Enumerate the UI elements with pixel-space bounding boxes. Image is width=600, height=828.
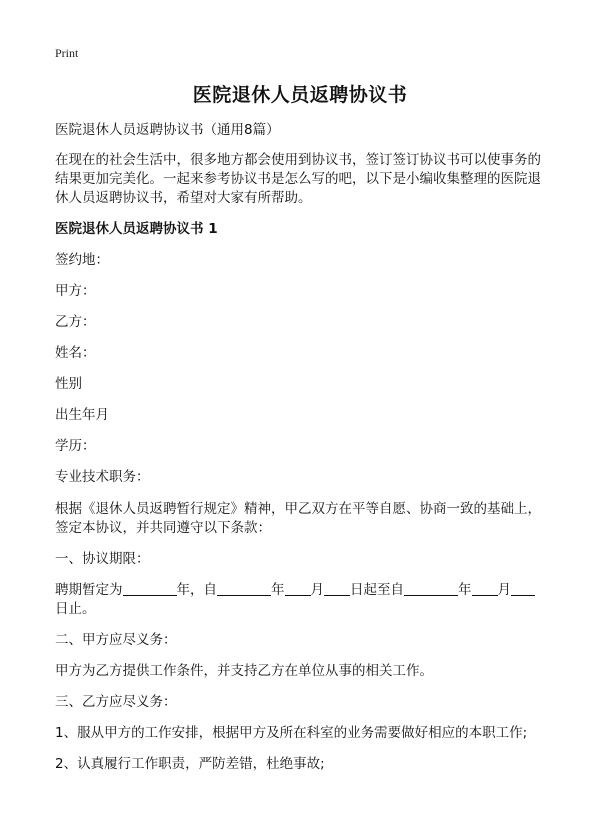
intro-line-2: 结果更加完美化。一起来参考协议书是怎么写的吧，以下是小编收集整理的医院退 xyxy=(55,171,541,187)
term-text-2: 年，自 xyxy=(176,582,217,598)
field-party-a: 甲方： xyxy=(55,283,96,299)
blank-start-year[interactable] xyxy=(217,581,271,596)
term-text-7: 月 xyxy=(497,582,511,598)
field-birth: 出生年月 xyxy=(55,407,109,423)
clause-3-item-2: 2、认真履行工作职责，严防差错，杜绝事故; xyxy=(55,756,325,772)
term-text-3: 年 xyxy=(271,582,285,598)
field-education: 学历： xyxy=(55,438,96,454)
blank-end-month[interactable] xyxy=(472,581,498,596)
clause-2-text: 甲方为乙方提供工作条件，并支持乙方在单位从事的相关工作。 xyxy=(55,663,433,679)
term-text-6: 年 xyxy=(458,582,472,598)
blank-start-month[interactable] xyxy=(285,581,311,596)
term-line xyxy=(55,581,550,600)
term-line-end: 日止。 xyxy=(55,601,96,617)
term-text-5: 日起至自 xyxy=(350,582,404,598)
intro-line-3: 休人员返聘协议书，希望对大家有所帮助。 xyxy=(55,190,312,206)
clause-2-heading: 二、甲方应尽义务： xyxy=(55,632,177,648)
field-professional-title: 专业技术职务： xyxy=(55,469,150,485)
blank-years[interactable] xyxy=(123,581,177,596)
clause-3-item-1: 1、服从甲方的工作安排，根据甲方及所在科室的业务需要做好相应的本职工作; xyxy=(55,725,528,741)
field-name: 姓名： xyxy=(55,345,96,361)
intro-line-1: 在现在的社会生活中，很多地方都会使用到协议书，签订签订协议书可以使事务的 xyxy=(55,152,541,168)
blank-start-day[interactable] xyxy=(324,581,350,596)
term-text-1: 聘期暂定为 xyxy=(55,582,123,598)
blank-end-year[interactable] xyxy=(404,581,458,596)
document-title: 医院退休人员返聘协议书 xyxy=(192,84,408,106)
field-place: 签约地： xyxy=(55,252,109,268)
basis-line-1: 根据《退休人员返聘暂行规定》精神，甲乙双方在平等自愿、协商一致的基础上， xyxy=(55,501,541,517)
print-link[interactable]: Print xyxy=(55,46,79,60)
field-gender: 性别 xyxy=(55,376,82,392)
term-text-4: 月 xyxy=(310,582,324,598)
clause-1-heading: 一、协议期限： xyxy=(55,551,150,567)
clause-3-heading: 三、乙方应尽义务： xyxy=(55,694,177,710)
field-party-b: 乙方： xyxy=(55,314,96,330)
blank-end-day[interactable] xyxy=(511,581,535,596)
section-heading: 医院退休人员返聘协议书 1 xyxy=(55,221,218,237)
basis-line-2: 签定本协议，并共同遵守以下条款： xyxy=(55,520,271,536)
document-subtitle: 医院退休人员返聘协议书（通用8篇） xyxy=(55,122,280,138)
